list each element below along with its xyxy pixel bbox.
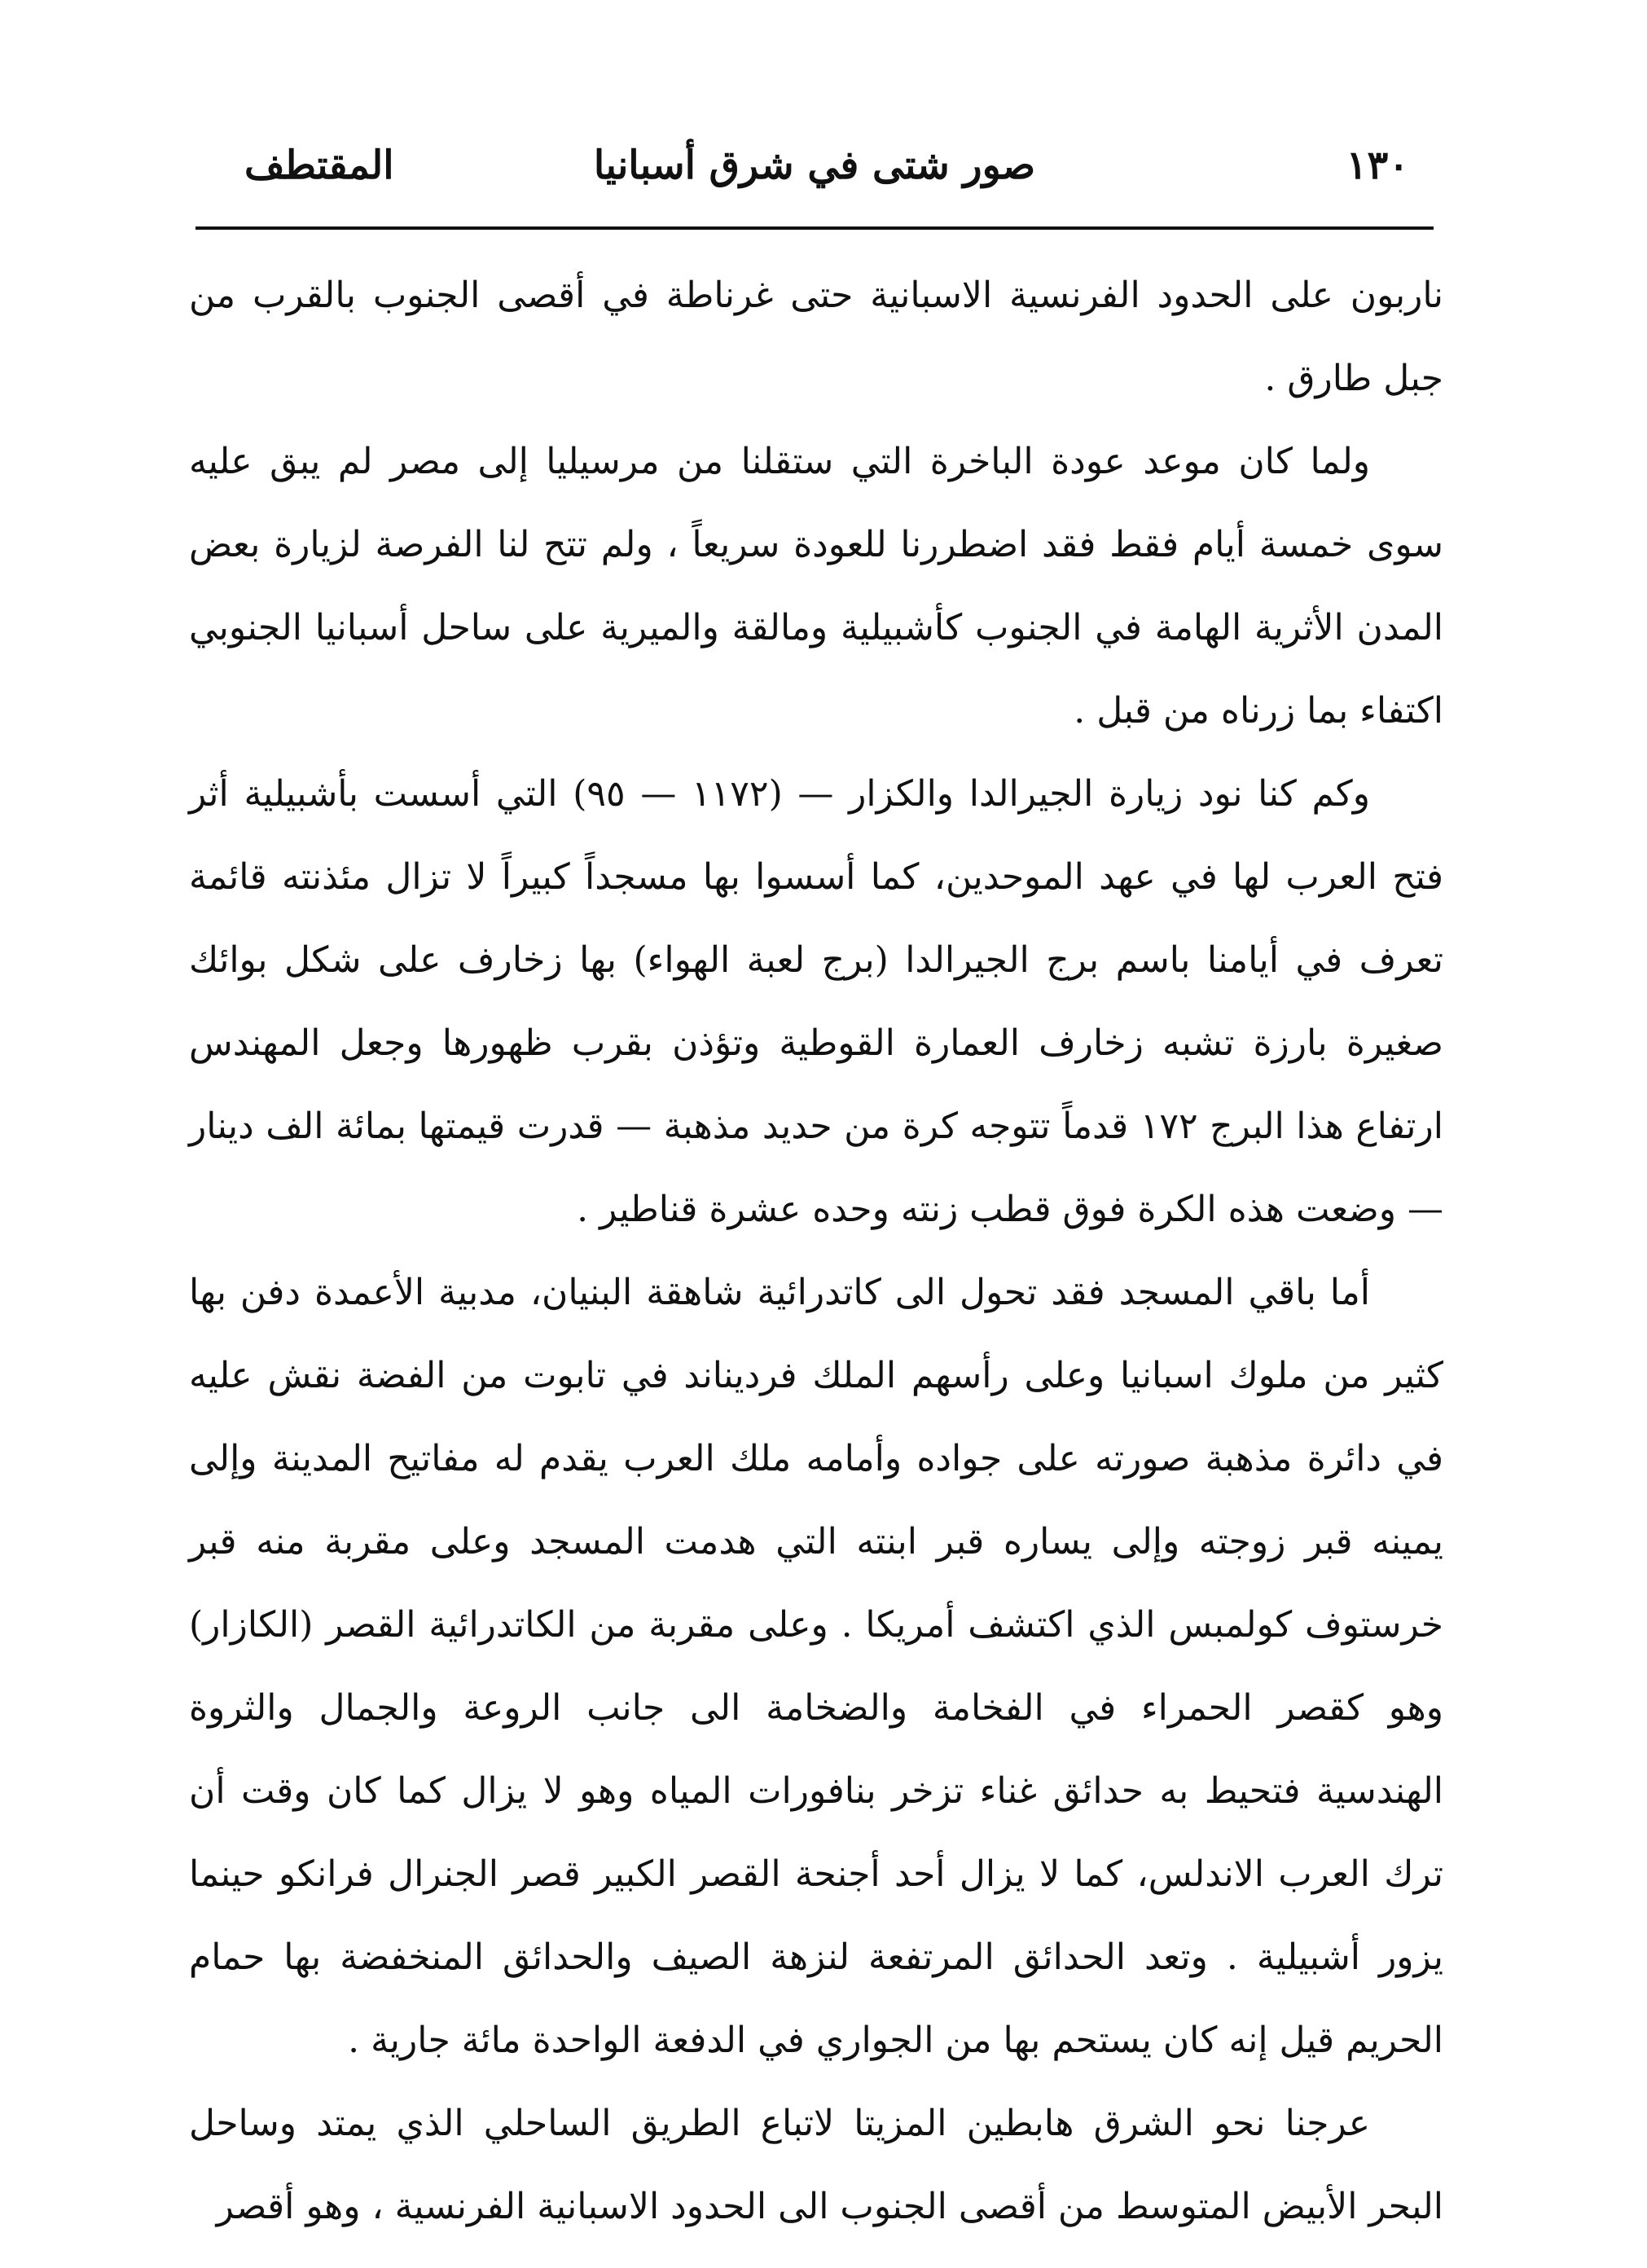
paragraph: أما باقي المسجد فقد تحول الى كاتدرائية شاهقة البنيان، مدبية الأعمدة دفن بها كثير من ملوك اسبانيا وعلى رأسهم الملك فرديناند في تابوت من الفضة نقش عليه في دائرة مذهبة صورته على جواده وأمامه ملك العرب يقدم له مفاتيح المدينة وإلى يمينه قبر زوجته وإلى يساره قبر ابنته التي هدمت المسجد وعلى مقربة منه قبر خرستوف كولمبس الذي اكتشف أمريكا . وعلى مقربة من الكاتدرائية القصر (الكازار) وهو كقصر الحمراء في الفخامة والضخامة الى جانب الروعة والجمال والثروة الهندسية فتحيط به حدائق غناء تزخر بنافورات المياه وهو لا يزال كما كان وقت أن ترك العرب الاندلس، كما لا يزال أحد أجنحة القصر الكبير قصر الجنرال فرانكو حينما يزور أشبيلية . وتعد الحدائق المرتفعة لنزهة الصيف والحدائق المنخفضة بها حمام الحريم قيل إنه كان يستحم بها من الجواري في الدفعة الواحدة مائة جارية . xyxy=(189,1272,1443,2061)
paragraph: عرجنا نحو الشرق هابطين المزيتا لاتباع الطريق الساحلي الذي يمتد وساحل البحر الأبيض المتوسط من أقصى الجنوب الى الحدود الاسبانية الفرنسية ، وهو أقصر xyxy=(189,2103,1443,2227)
article-body xyxy=(189,254,1443,2248)
paragraph: ناربون على الحدود الفرنسية الاسبانية حتى غرناطة في أقصى الجنوب بالقرب من جبل طارق . xyxy=(189,275,1443,399)
header-divider xyxy=(195,226,1434,230)
paragraph: ولما كان موعد عودة الباخرة التي ستقلنا من مرسيليا إلى مصر لم يبق عليه سوى خمسة أيام فقط فقد اضطررنا للعودة سريعاً ، ولم تتح لنا الفرصة لزيارة بعض المدن الأثرية الهامة في الجنوب كأشبيلية ومالقة والميرية على ساحل أسبانيا الجنوبي اكتفاء بما زرناه من قبل . xyxy=(189,441,1443,732)
page-header xyxy=(195,137,1434,194)
journal-name: المقتطف xyxy=(244,143,394,188)
article-title: صور شتى في شرق أسبانيا xyxy=(593,143,1036,188)
page-number: ١٣٠ xyxy=(1346,143,1409,188)
paragraph: وكم كنا نود زيارة الجيرالدا والكزار — (١١٧٢ — ٩٥) التي أسست بأشبيلية أثر فتح العرب لها في عهد الموحدين، كما أسسوا بها مسجداً كبيراً لا تزال مئذنته قائمة تعرف في أيامنا باسم برج الجيرالدا (برج لعبة الهواء) بها زخارف على شكل بوائك صغيرة بارزة تشبه زخارف العمارة القوطية وتؤذن بقرب ظهورها وجعل المهندس ارتفاع هذا البرج ١٧٢ قدماً تتوجه كرة من حديد مذهبة — قدرت قيمتها بمائة الف دينار — وضعت هذه الكرة فوق قطب زنته وحده عشرة قناطير . xyxy=(189,773,1443,1230)
